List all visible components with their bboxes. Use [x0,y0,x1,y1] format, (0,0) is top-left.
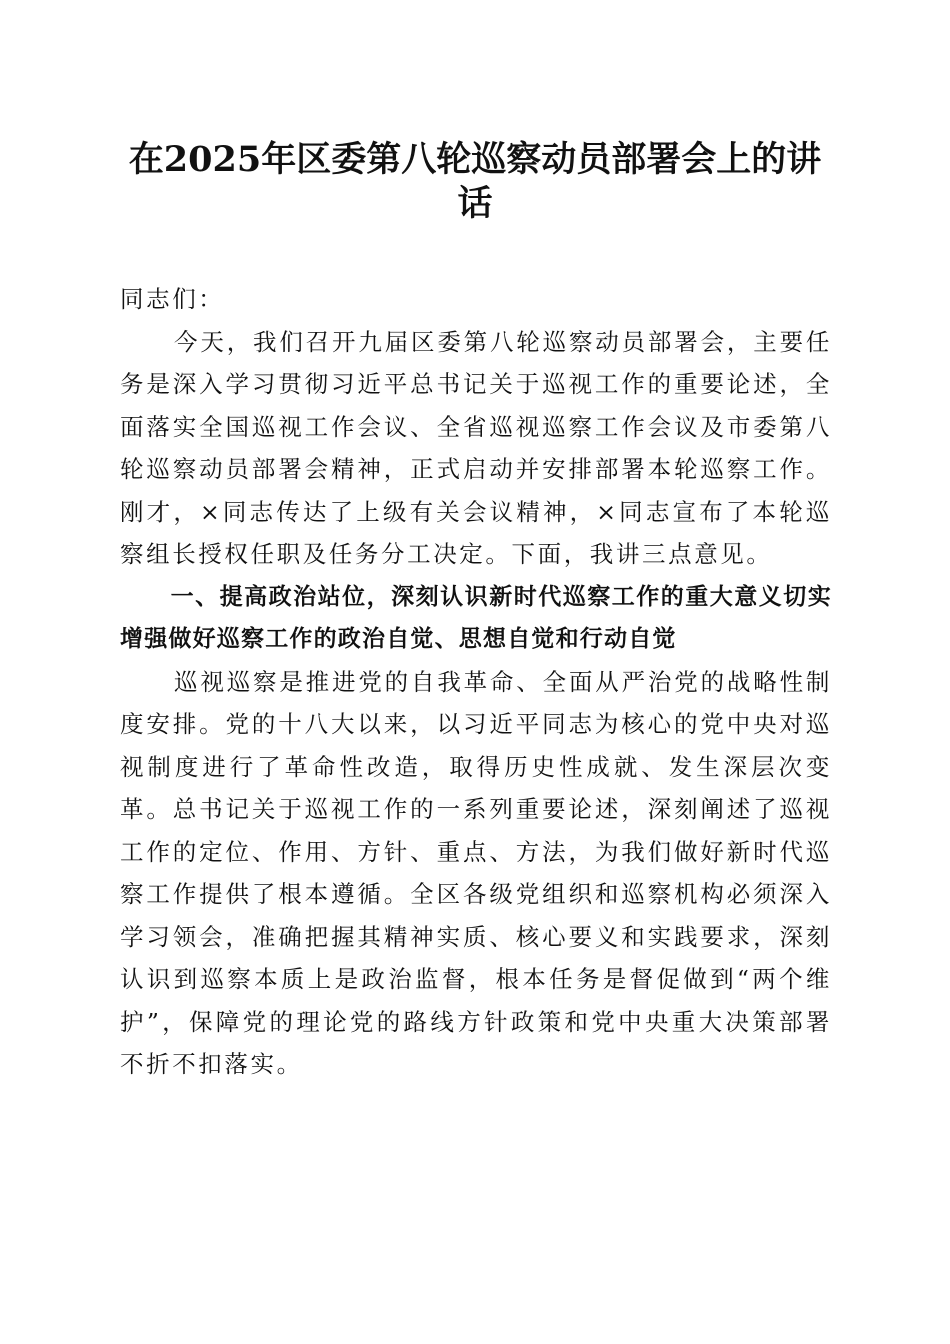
document-body [120,278,832,1086]
section-paragraph: 巡视巡察是推进党的自我革命、全面从严治党的战略性制度安排。党的十八大以来，以习近平同志为核心的党中央对巡视制度进行了革命性改造，取得历史性成就、发生深层次变革。总书记关于巡视工作的一系列重要论述，深刻阐述了巡视工作的定位、作用、方针、重点、方法，为我们做好新时代巡察工作提供了根本遵循。全区各级党组织和巡察机构必须深入学习领会，准确把握其精神实质、核心要义和实践要求，深刻认识到巡察本质上是政治监督，根本任务是督促做到“两个维护”，保障党的理论党的路线方针政策和党中央重大决策部署不折不扣落实。 [120,667,832,1078]
section-heading: 一、提高政治站位，深刻认识新时代巡察工作的重大意义切实增强做好巡察工作的政治自觉、思想自觉和行动自觉 [120,583,832,652]
salutation: 同志们： [120,285,225,313]
opening-paragraph: 今天，我们召开九届区委第八轮巡察动员部署会，主要任务是深入学习贯彻习近平总书记关于巡视工作的重要论述，全面落实全国巡视工作会议、全省巡视巡察工作会议及市委第八轮巡察动员部署会精神，正式启动并安排部署本轮巡察工作。刚才，×同志传达了上级有关会议精神，×同志宣布了本轮巡察组长授权任职及任务分工决定。下面，我讲三点意见。 [120,327,832,568]
document-title: 在2025年区委第八轮巡察动员部署会上的讲话 [128,139,822,224]
